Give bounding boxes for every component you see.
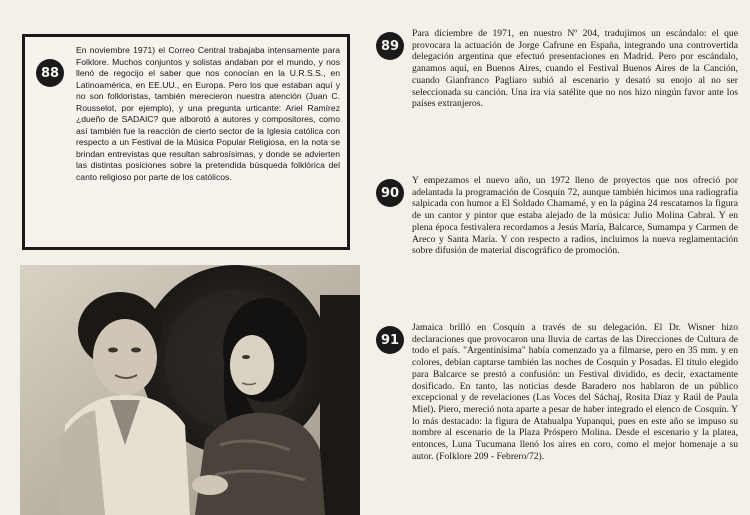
item-89 xyxy=(376,28,742,168)
item-89-text xyxy=(412,28,738,110)
item-90-paragraph: Y empezamos el nuevo año, un 1972 lleno de proyectos que nos ofreció por adelantada la programación de Cosquín 72, aunque también hicimos una radiografía salpicada con humor a El Soldado Chamamé, y en la página 24 rescatamos la figura de un cantor y pintor que estaba alejado de la música: Julio Molina Cabral. Y en plena época festivalera recordamos a Jesús María, Balcarce, Sumampa y Carmen de Areco y Santa María. Y con respecto a radios, incluimos la nueva reglamentación sobre difusión de material discográfico de promoción. xyxy=(412,175,738,257)
item-90-text xyxy=(412,175,738,257)
item-91-paragraph: Jamaica brilló en Cosquín a través de su delegación. El Dr. Wisner hizo declaraciones que provocaron una lluvia de cartas de las Direcciones de Cultura de todo el país. "Argentinísima" había comenzado ya a filmarse, pero en 35 mm. y en colores, debían captarse también las noches de Cosquín y Posadas. El título elegido para Balcarce se prestó a confusión: un Festival dividido, es decir, exactamente dosificado. En tanto, las noticias desde Baradero nos hablaron de un público excepcional y de revelaciones (Las Voces del Sáchaj, Rosita Díaz y Raúl de Paula Miel). Piero, mereció nota aparte a pesar de haber integrado el elenco de Cosquín. Y lo más destacado: la figura de Atahualpa Yupanqui, pues en este año se impuso su nombre al escenario de la Plaza Próspero Molina. Desde el escenario y la platea, entonces, Luna Tucumana llenó los aires en coro, como el mejor homenaje a su autor. (Folklore 209 - Febrero/72). xyxy=(412,322,738,462)
item-88-number-badge: 88 xyxy=(36,59,64,87)
item-91-text xyxy=(412,322,738,462)
item-90-number-badge: 90 xyxy=(376,179,404,207)
item-90 xyxy=(376,175,742,315)
couple-photo xyxy=(20,265,360,515)
item-91 xyxy=(376,322,742,512)
item-88-text xyxy=(76,45,340,183)
item-88-box xyxy=(22,34,350,250)
item-91-number-badge: 91 xyxy=(376,326,404,354)
item-89-number-badge: 89 xyxy=(376,32,404,60)
item-88-paragraph: En noviembre 1971) el Correo Central trabajaba intensamente para Folklore. Muchos conjuntos y solistas andaban por el mundo, y nos llenó de regocijo el saber que nos conocían en la U.R.S.S., en Latinoamérica, en EE.UU., en Europa. Pero los que estaban aquí y no son folkloristas, también merecieron nuestra atención (Juan C. Rousselot, por ejemplo), y una pregunta urticante: Ariel Ramírez ¿dueño de SADAIC? que alborotó a autores y compositores, como así también fue la reacción de cierto sector de la Iglesia católica con respecto a un Festival de la Música Popular Religiosa, en la nota se brindan entrevistas que resultan sabrosísimas, y donde se advierten las distintas posiciones sobre la pretendida búsqueda folklórica del canto religioso por parte de los católicos. xyxy=(76,45,340,182)
item-89-paragraph: Para diciembre de 1971, en nuestro Nº 204, tradujimos un escándalo: el que provocara la actuación de Jorge Cafrune en España, integrando una controvertida delegación argentina que efectuó presentaciones en Madrid. Pero por escándalo, ganamos aquí, en Buenos Aires, cuando el Festival Buenos Aires de la Canción, cuando Gianfranco Pagliaro subió al escenario y desató su enojo al no ser seleccionada su canción. Una ira via satélite que no nos hizo ningún favor ante los países extranjeros. xyxy=(412,28,738,110)
